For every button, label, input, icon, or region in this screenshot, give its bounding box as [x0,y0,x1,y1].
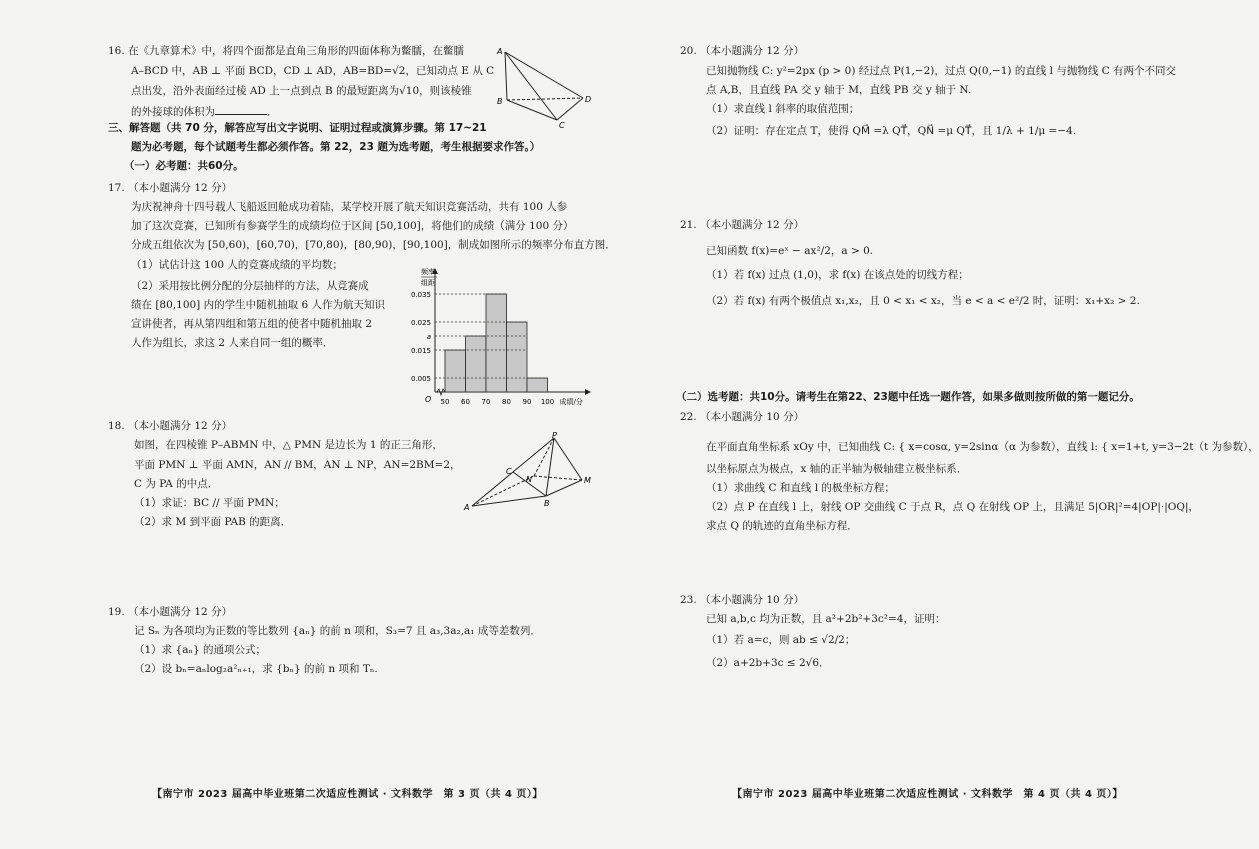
q20-line-2: 点 A,B，且直线 PA 交 y 轴于 M，直线 PB 交 y 轴于 N. [706,84,972,96]
q18-line-4: （1）求证：BC // 平面 PMN； [134,497,285,509]
x-tick-label-1: 50 [440,398,450,406]
label-A: A [497,47,503,56]
label-B: B [544,499,550,508]
y-axis-label-bottom: 组距 [421,279,435,287]
label-A: A [464,503,470,512]
q19-line-1: 记 Sₙ 为各项均为正数的等比数列 {aₙ} 的前 n 项和，S₃=7 且 a₃,3a₂,a₁ 成等差数列． [134,625,541,637]
x-axis-label: 成绩/分 [559,398,583,406]
sec3-line-1: 三、解答题（共 70 分，解答应写出文字说明、证明过程或演算步骤。第 17~21 [108,122,487,134]
q23-line-2: （1）若 a=c，则 ab ≤ √2/2； [706,634,856,646]
answer-blank [215,104,267,115]
y-tick-label-2: 0.025 [410,319,431,327]
q17-line-4: （1）试估计这 100 人的竞赛成绩的平均数； [131,259,343,271]
q23-line-3: （2）a+2b+3c ≤ 2√6． [706,657,830,669]
histogram-bar-3 [486,294,507,392]
x-tick-label-4: 80 [502,398,511,406]
page-4-footer: 【南宁市 2023 届高中毕业班第二次适应性测试 · 文科数学 第 4 页（共 4 页）】 [732,789,1123,800]
x-tick-label-6: 100 [540,398,555,406]
q16-line-4 [131,104,278,119]
y-axis-label-top: 频率 [421,268,435,276]
exam-page-3 [0,0,616,849]
q17-line-2: 加了这次竞赛，已知所有参赛学生的成绩均位于区间 [50,100]，将他们的成绩（满分 100 分） [131,220,574,232]
q18-line-2: 平面 PMN ⊥ 平面 AMN，AN // BM，AN ⊥ NP，AN=2BM=2， [134,459,461,471]
q18-line-1: 如图，在四棱锥 P–ABMN 中，△ PMN 是边长为 1 的正三角形， [134,439,443,451]
q16-line-4-text: 的外接球的体积为 [131,106,215,118]
q22-line-3: （1）求曲线 C 和直线 l 的极坐标方程； [706,482,895,494]
label-N: N [526,475,532,484]
page-3-footer: 【南宁市 2023 届高中毕业班第二次适应性测试 · 文科数学 第 3 页（共 4 页）】 [152,789,543,800]
q16-line-2: A–BCD 中，AB ⊥ 平面 BCD，CD ⊥ AD，AB=BD=√2，已知动点 E 从 C [131,65,495,77]
q20-heading: 20. （本小题满分 12 分） [680,45,805,57]
q21-line-3: （2）若 f(x) 有两个极值点 x₁,x₂，且 0 < x₁ < x₂，当 e < a < e²/2 时，证明：x₁+x₂ > 2. [706,295,1140,307]
label-M: M [584,476,591,485]
q22-heading: 22. （本小题满分 10 分） [680,411,805,423]
q20-line-1: 已知抛物线 C: y²=2px (p > 0) 经过点 P(1,−2)，过点 Q(0,−1) 的直线 l 与抛物线 C 有两个不同交 [706,65,1177,77]
q22-line-4: （2）点 P 在直线 l 上，射线 OP 交曲线 C 于点 R，点 Q 在射线 OP 上，且满足 5|OR|²=4|OP|·|OQ|， [706,501,1200,513]
x-tick-label-5: 90 [522,398,532,406]
q18-line-3: C 为 PA 的中点． [134,478,219,490]
label-P: P [552,431,557,440]
q16-line-4-end: ． [267,106,278,118]
y-tick-label-3: a [426,333,431,341]
pyramid-figure [462,430,592,516]
label-D: D [585,95,592,104]
q20-line-3: （1）求直线 l 斜率的取值范围； [706,103,860,115]
q19-line-3: （2）设 bₙ=aₙlog₂a²ₙ₊₁，求 {bₙ} 的前 n 项和 Tₙ. [134,663,378,675]
y-tick-label-4: 0.015 [410,347,431,355]
q17-line-6: 绩在 [80,100] 内的学生中随机抽取 6 人作为航天知识 [131,299,385,311]
q21-heading: 21. （本小题满分 12 分） [680,219,805,231]
q19-line-2: （1）求 {aₙ} 的通项公式； [134,644,267,656]
q17-line-8: 人作为组长，求这 2 人来自同一组的概率． [131,337,334,349]
q21-line-2: （1）若 f(x) 过点 (1,0)，求 f(x) 在该点处的切线方程； [706,269,969,281]
q22-line-2: 以坐标原点为极点，x 轴的正半轴为极轴建立极坐标系． [706,463,968,475]
origin-label: O [425,395,432,404]
q17-line-7: 宣讲使者，再从第四组和第五组的使者中随机抽取 2 [131,318,373,330]
histogram-bar-1 [445,350,466,392]
histogram-bar-2 [466,336,487,392]
histogram-bar-4 [507,322,528,392]
y-tick-label-1: 0.035 [410,291,431,299]
sec3-line-3: （一）必考题：共60分。 [124,160,244,172]
q17-line-3: 分成五组依次为 [50,60)，[60,70)，[70,80)，[80,90)，[90,100]，制成如图所示的频率分布直方图． [131,239,616,251]
q17-line-1: 为庆祝神舟十四号载人飞船返回舱成功着陆，某学校开展了航天知识竞赛活动，共有 100 人参 [131,201,568,213]
histogram-bar-5 [527,378,548,392]
sec3-line-2: 题为必考题，每个试题考生都必须作答。第 22，23 题为选考题，考生根据要求作答。） [131,141,541,153]
q17-heading: 17. （本小题满分 12 分） [108,182,233,194]
q18-heading: 18. （本小题满分 12 分） [108,420,233,432]
y-tick-label-5: 0.005 [410,375,431,383]
x-tick-label-2: 60 [461,398,470,406]
q18-line-5: （2）求 M 到平面 PAB 的距离． [134,516,292,528]
q23-line-1: 已知 a,b,c 均为正数，且 a²+2b²+3c²=4，证明： [706,613,946,625]
q22-line-5: 求点 Q 的轨迹的直角坐标方程． [706,520,858,532]
q16-line-1: 16. 在《九章算术》中，将四个面都是直角三角形的四面体称为鳖臑，在鳖臑 [108,45,465,57]
label-C: C [506,467,512,476]
label-B: B [497,97,503,106]
q16-line-3: 点出发，沿外表面经过棱 AD 上一点到点 B 的最短距离为√10，则该棱锥 [131,85,472,97]
q20-line-4: （2）证明：存在定点 T，使得 QM⃗ =λ QT⃗，QN⃗ =μ QT⃗，且 1/λ + 1/μ =−4. [706,125,1077,137]
frequency-histogram [395,266,595,412]
tetrahedron-figure [495,44,593,130]
x-axis-arrow [585,389,591,395]
exam-page-4 [600,0,1259,849]
q17-line-5: （2）采用按比例分配的分层抽样的方法，从竞赛成 [131,280,369,292]
q19-heading: 19. （本小题满分 12 分） [108,606,233,618]
q23-heading: 23. （本小题满分 10 分） [680,594,805,606]
section-2-header: （二）选考题：共10分。请考生在第22、23题中任选一题作答，如果多做则按所做的第一题记分。 [676,391,1140,403]
x-tick-label-3: 70 [481,398,491,406]
q22-line-1: 在平面直角坐标系 xOy 中，已知曲线 C: { x=cosα, y=2sinα（α 为参数），直线 l: { x=1+t, y=3−2t（t 为参数）， [706,441,1259,453]
label-C: C [559,121,565,130]
q21-line-1: 已知函数 f(x)=eˣ − ax²/2，a > 0. [706,245,874,257]
